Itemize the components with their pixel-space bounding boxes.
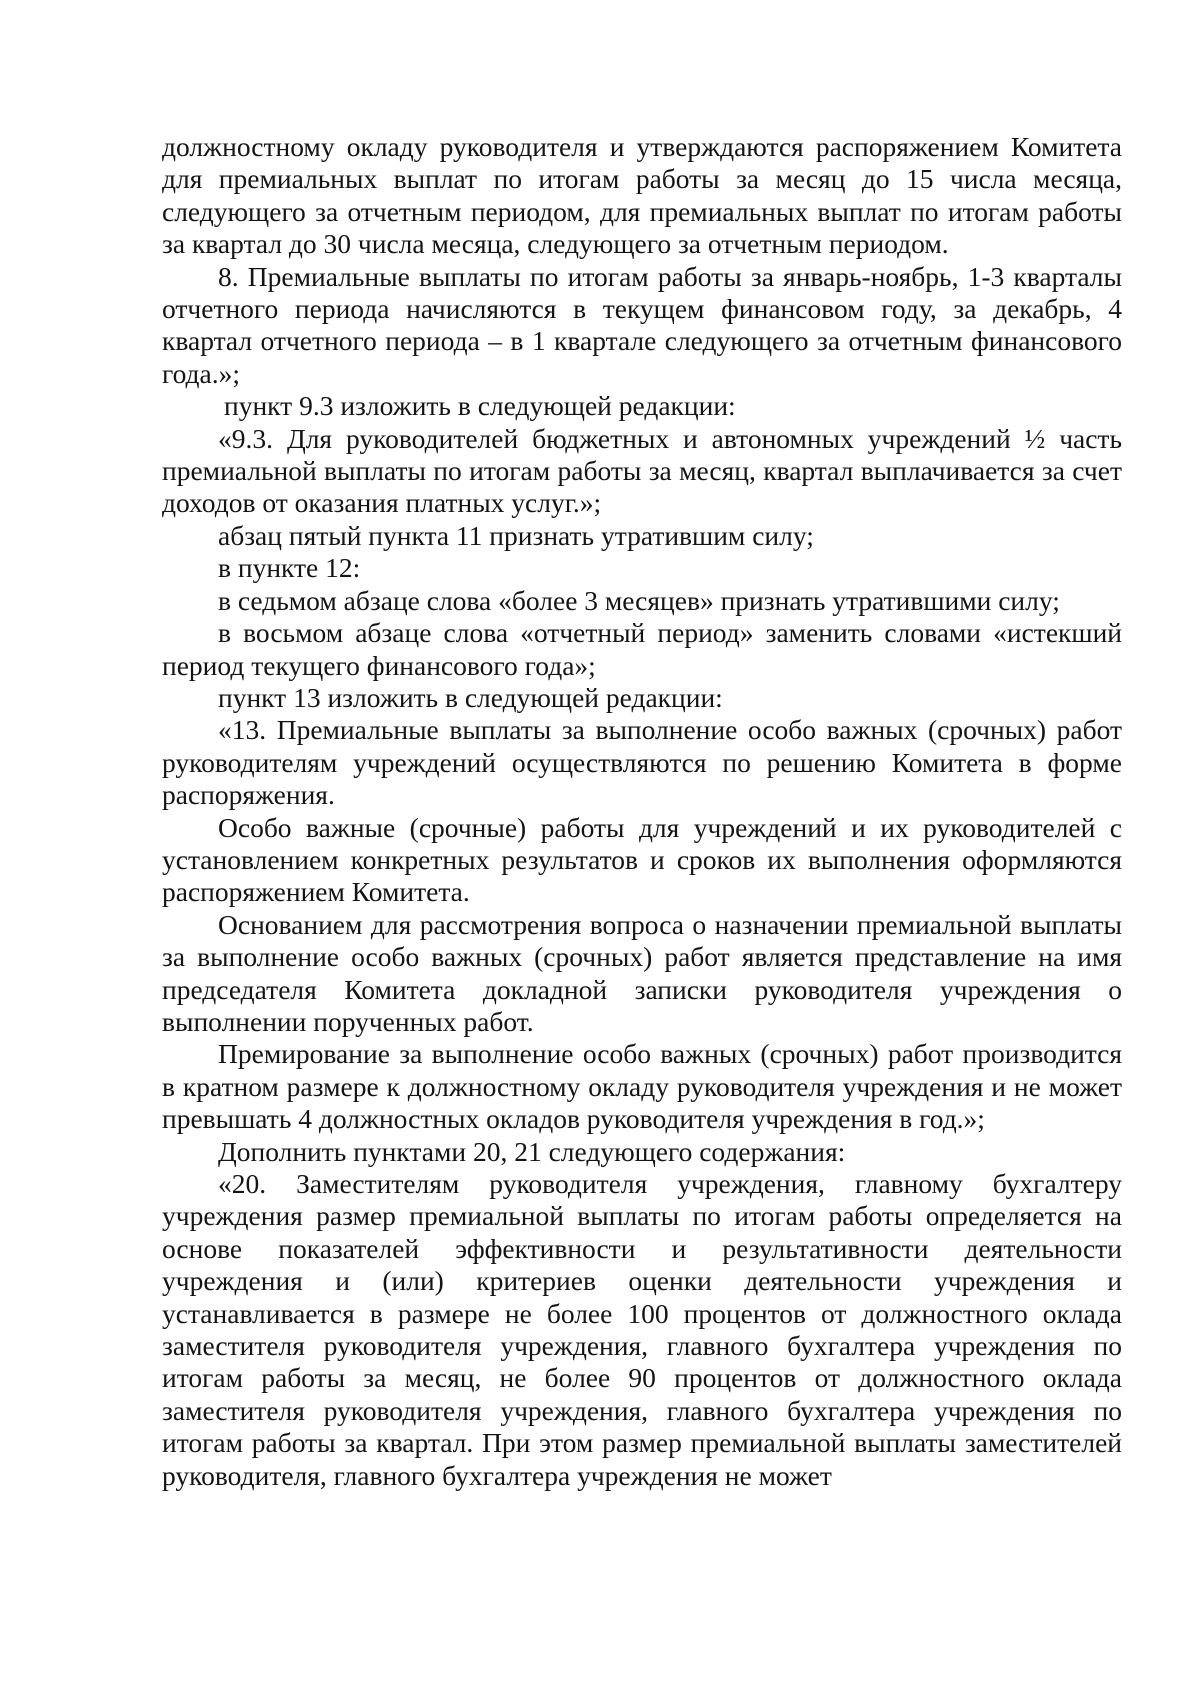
paragraph-item-9-3: «9.3. Для руководителей бюджетных и автономных учреждений ½ часть премиальной выплаты по итогам работы за месяц, квартал выплачивается за счет доходов от оказания платных услуг.»; — [162, 422, 1122, 519]
paragraph-amend-12-seventh: в седьмом абзаце слова «более 3 месяцев» признать утратившими силу; — [218, 584, 1060, 616]
paragraph-continuation: должностному окладу руководителя и утверждаются распоряжением Комитета для премиальных выплат по итогам работы за месяц до 15 числа месяца, следующего за отчетным периодом, для премиальных выплат по итогам работы за квартал до 30 числа месяца, следующего за отчетным периодом. — [162, 131, 1122, 260]
paragraph-bonus: Премирование за выполнение особо важных (срочных) работ производится в кратном размере к должностному окладу руководителя учреждения и не может превышать 4 должностных окладов руководителя учреждения в год.»; — [162, 1038, 1122, 1135]
document-page — [162, 131, 1122, 1492]
paragraph-amend-13: пункт 13 изложить в следующей редакции: — [218, 681, 723, 713]
paragraph-basis: Основанием для рассмотрения вопроса о назначении премиальной выплаты за выполнение особо важных (срочных) работ является представление на имя председателя Комитета докладной записки руководителя учреждения о выполнении порученных работ. — [162, 908, 1122, 1037]
paragraph-item-8: 8. Премиальные выплаты по итогам работы за январь-ноябрь, 1-3 кварталы отчетного периода начисляются в текущем финансовом году, за декабрь, 4 квартал отчетного периода – в 1 квартале следующего за отчетным финансового года.»; — [162, 260, 1122, 389]
paragraph-item-20: «20. Заместителям руководителя учреждения, главному бухгалтеру учреждения размер премиальной выплаты по итогам работы определяется на основе показателей эффективности и результативности деятельности учреждения и (или) критериев оценки деятельности учреждения и устанавливается в размере не более 100 процентов от должностного оклада заместителя руководителя учреждения, главного бухгалтера учреждения по итогам работы за месяц, не более 90 процентов от должностного оклада заместителя руководителя учреждения, главного бухгалтера учреждения по итогам работы за квартал. При этом размер премиальной выплаты заместителей руководителя, главного бухгалтера учреждения не может — [162, 1168, 1122, 1491]
paragraph-amend-12-eighth: в восьмом абзаце слова «отчетный период» заменить словами «истекший период текущего финансового года»; — [162, 617, 1122, 681]
paragraph-item-13: «13. Премиальные выплаты за выполнение особо важных (срочных) работ руководителям учреждений осуществляются по решению Комитета в форме распоряжения. — [162, 714, 1122, 811]
paragraph-amend-11: абзац пятый пункта 11 признать утратившим силу; — [218, 519, 814, 551]
paragraph-urgent-work: Особо важные (срочные) работы для учреждений и их руководителей с установлением конкретных результатов и сроков их выполнения оформляются распоряжением Комитета. — [162, 811, 1122, 908]
paragraph-supplement: Дополнить пунктами 20, 21 следующего содержания: — [218, 1135, 846, 1167]
paragraph-amend-12: в пункте 12: — [218, 552, 361, 584]
paragraph-amend-9-3: пункт 9.3 изложить в следующей редакции: — [224, 390, 736, 422]
